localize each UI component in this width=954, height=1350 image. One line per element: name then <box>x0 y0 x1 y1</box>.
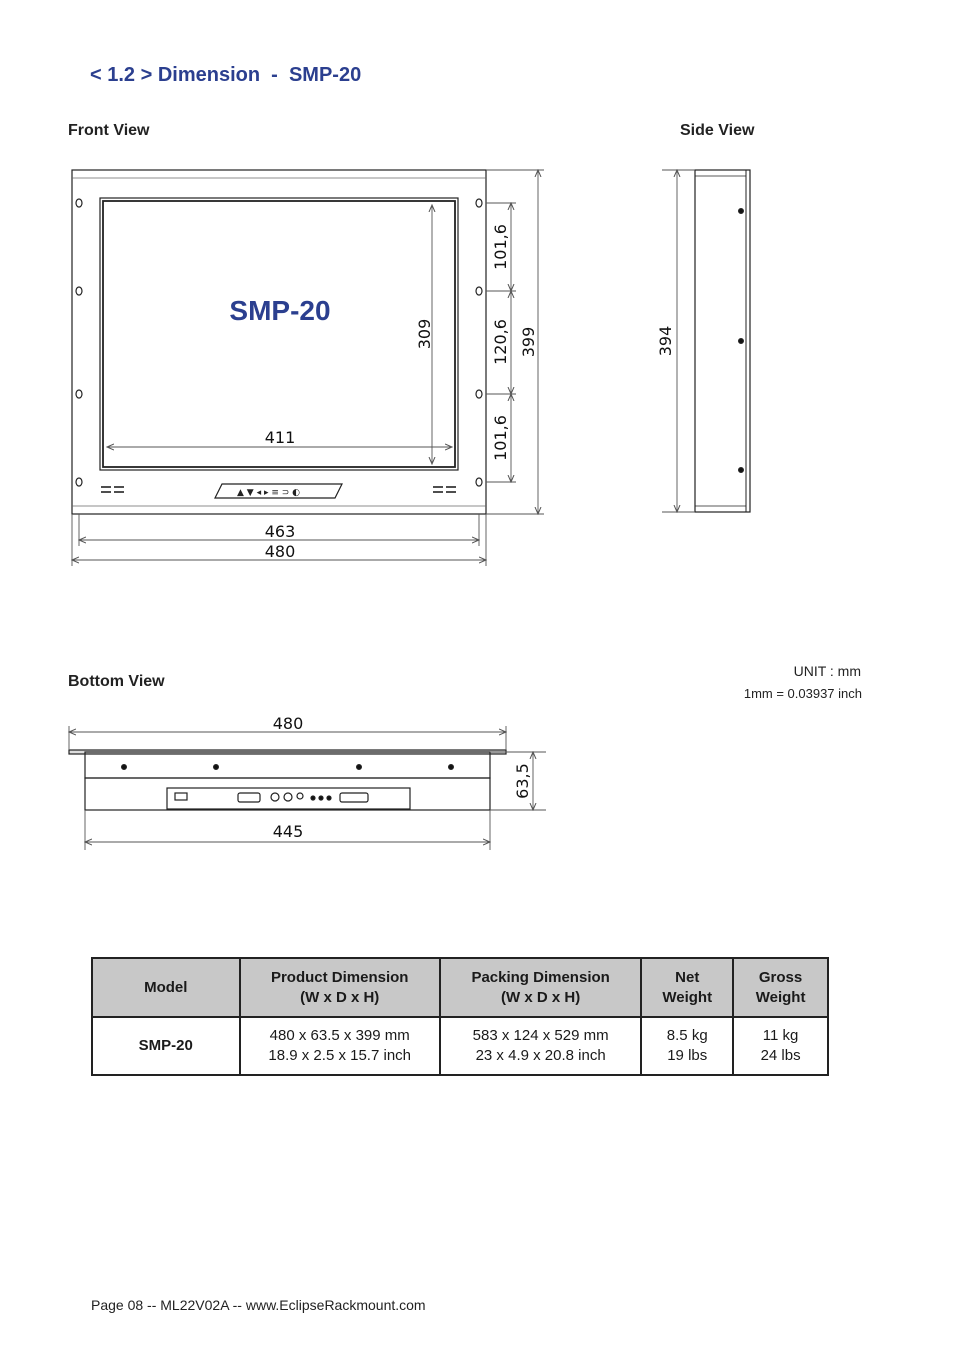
connector-panel <box>167 788 410 809</box>
dim-hole-spacing-top: 101,6 <box>491 224 510 270</box>
cell-product-dimension: 480 x 63.5 x 399 mm 18.9 x 2.5 x 15.7 inch <box>240 1017 440 1075</box>
bottom-body <box>85 778 490 810</box>
dim-bottom-body-width: 445 <box>272 822 304 841</box>
cell-net-weight: 8.5 kg 19 lbs <box>641 1017 733 1075</box>
front-brand-label: SMP-20 <box>229 295 331 326</box>
header-product-dimension: Product Dimension (W x D x H) <box>240 958 440 1017</box>
spec-table <box>91 957 829 1076</box>
side-view-drawing <box>662 170 750 512</box>
dim-screen-width: 411 <box>264 428 296 447</box>
cell-gross-weight: 11 kg 24 lbs <box>733 1017 828 1075</box>
front-view-label: Front View <box>68 122 150 139</box>
dim-front-height: 399 <box>519 326 538 358</box>
dim-screen-height: 309 <box>415 318 434 350</box>
usb-port-icon <box>175 793 187 800</box>
dim-inner-width: 463 <box>264 522 296 541</box>
side-view-label: Side View <box>680 122 755 139</box>
dim-hole-spacing-middle: 120,6 <box>491 319 510 365</box>
header-packing-dimension: Packing Dimension (W x D x H) <box>440 958 641 1017</box>
bottom-view-drawing <box>69 726 546 850</box>
cell-model: SMP-20 <box>92 1017 240 1075</box>
vga-port-icon <box>238 793 260 802</box>
bottom-flange <box>85 752 490 778</box>
page-title: < 1.2 > Dimension - SMP-20 <box>90 64 362 86</box>
cell-packing-dimension: 583 x 124 x 529 mm 23 x 4.9 x 20.8 inch <box>440 1017 641 1075</box>
dim-bottom-depth: 63,5 <box>513 763 532 799</box>
svg-text:▲ ▼ ◂ ▸ ≡ ⊃ ◐: ▲ ▼ ◂ ▸ ≡ ⊃ ◐ <box>237 488 300 498</box>
page-footer: Page 08 -- ML22V02A -- www.EclipseRackmount.com <box>91 1297 426 1313</box>
dim-hole-spacing-bottom: 101,6 <box>491 415 510 461</box>
bottom-view-label: Bottom View <box>68 673 165 690</box>
table-row <box>92 1017 828 1075</box>
dim-front-width: 480 <box>264 542 296 561</box>
table-header-row <box>92 958 828 1017</box>
header-net-weight: Net Weight <box>641 958 733 1017</box>
header-model: Model <box>92 958 240 1017</box>
header-gross-weight: Gross Weight <box>733 958 828 1017</box>
dvi-port-icon <box>340 793 368 802</box>
dim-bottom-width: 480 <box>272 714 304 733</box>
unit-conversion: 1mm = 0.03937 inch <box>743 686 862 701</box>
dim-side-height: 394 <box>656 325 675 357</box>
front-view-drawing <box>72 170 544 566</box>
unit-label: UNIT : mm <box>793 663 861 679</box>
